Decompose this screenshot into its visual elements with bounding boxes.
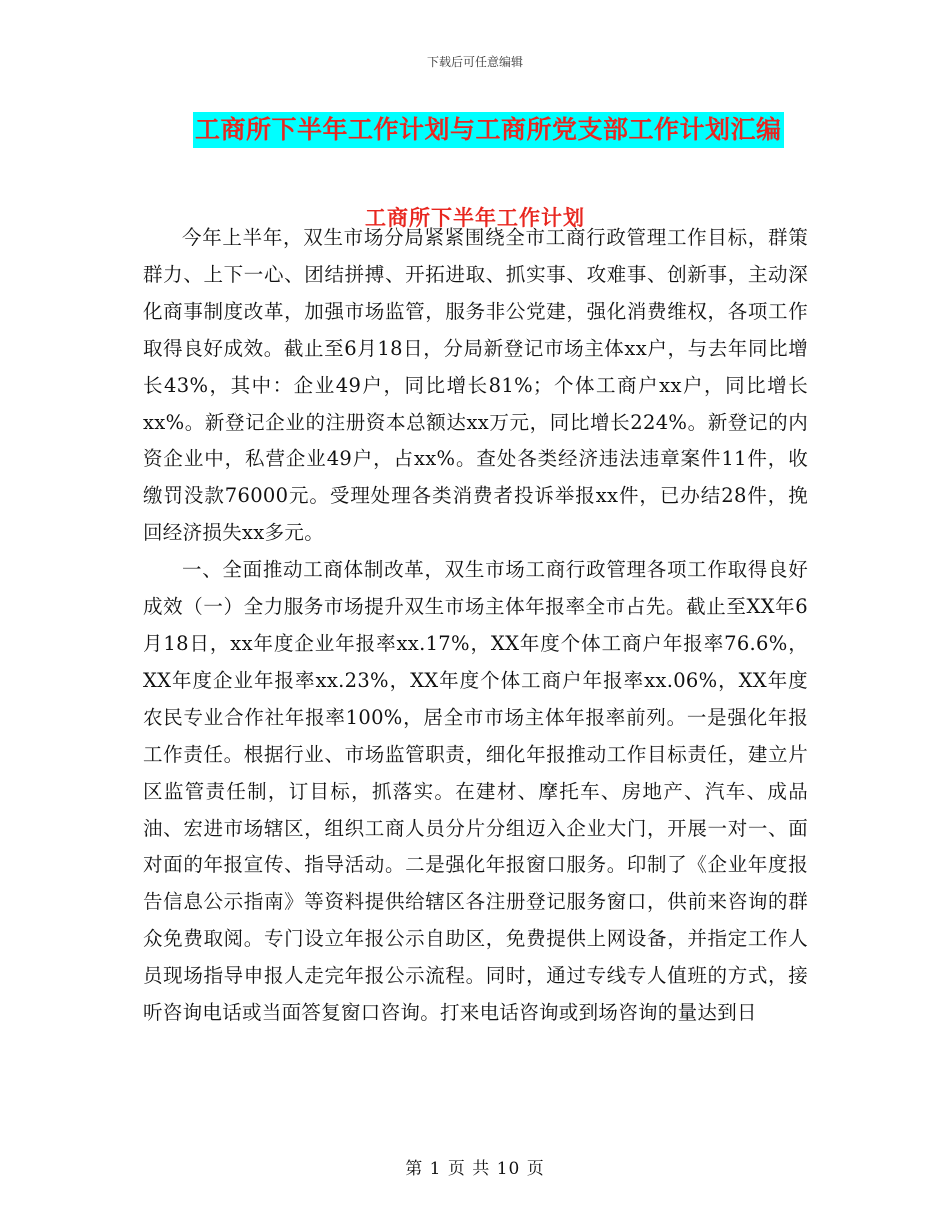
document-body	[143, 220, 808, 1032]
section-title: 工商所下半年工作计划	[365, 205, 585, 230]
page-footer: 第 1 页 共 10 页	[405, 1159, 545, 1179]
body-paragraph-2: 一、全面推动工商体制改革，双生市场工商行政管理各项工作取得良好成效（一）全力服务市场提升双生市场主体年报率全市占先。截止至XX年6月18日，xx年度企业年报率xx.17%，XX年度个体工商户年报率76.6%，XX年度企业年报率xx.23%，XX年度个体工商户年报率xx.06%，XX年度农民专业合作社年报率100%，居全市市场主体年报率前列。一是强化年报工作责任。根据行业、市场监管职责，细化年报推动工作目标责任，建立片区监管责任制，订目标，抓落实。在建材、摩托车、房地产、汽车、成品油、宏进市场辖区，组织工商人员分片分组迈入企业大门，开展一对一、面对面的年报宣传、指导活动。二是强化年报窗口服务。印制了《企业年度报告信息公示指南》等资料提供给辖区各注册登记服务窗口，供前来咨询的群众免费取阅。专门设立年报公示自助区，免费提供上网设备，并指定工作人员现场指导申报人走完年报公示流程。同时，通过专线专人值班的方式，接听咨询电话或当面答复窗口咨询。打来电话咨询或到场咨询的量达到日	[143, 558, 808, 1025]
document-title: 工商所下半年工作计划与工商所党支部工作计划汇编	[193, 112, 784, 148]
body-paragraph-1: 今年上半年，双生市场分局紧紧围绕全市工商行政管理工作目标，群策群力、上下一心、团结拼搏、开拓进取、抓实事、攻难事、创新事，主动深化商事制度改革，加强市场监管，服务非公党建，强化消费维权，各项工作取得良好成效。截止至6月18日，分局新登记市场主体xx户，与去年同比增长43%，其中：企业49户，同比增长81%；个体工商户xx户，同比增长xx%。新登记企业的注册资本总额达xx万元，同比增长224%。新登记的内资企业中，私营企业49户，占xx%。查处各类经济违法违章案件11件，收缴罚没款76000元。受理处理各类消费者投诉举报xx件，已办结28件，挽回经济损失xx多元。	[143, 226, 808, 545]
header-note: 下载后可任意编辑	[426, 55, 523, 69]
